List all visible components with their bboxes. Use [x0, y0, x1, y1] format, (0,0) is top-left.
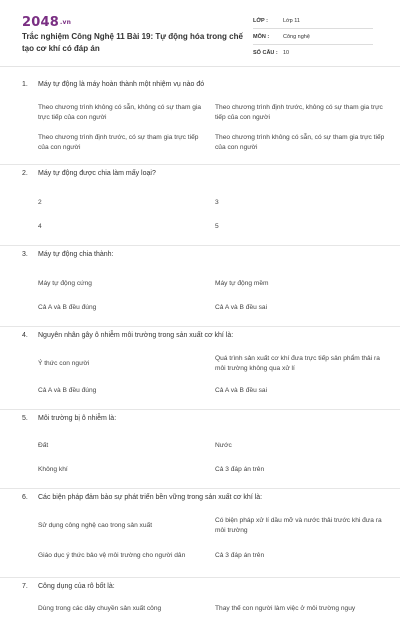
question-stem [22, 327, 386, 343]
answer-option-c[interactable]: Giáo dục ý thức bảo vệ môi trường cho người dân [38, 552, 186, 559]
meta-count-key: SỐ CÂU : [253, 49, 278, 56]
meta-subject-key: MÔN : [253, 33, 270, 40]
answer-option-a[interactable]: Máy tự động cứng [38, 280, 92, 287]
question-5 [22, 410, 386, 489]
question-3 [22, 246, 386, 327]
answer-options [38, 191, 386, 239]
question-number: 3. [22, 251, 28, 258]
answer-option-c[interactable]: Cả A và B đều đúng [38, 387, 97, 394]
answer-option-d[interactable]: Cả A và B đều sai [215, 387, 268, 394]
answer-option-c[interactable]: Không khí [38, 466, 68, 473]
answer-option-c[interactable]: Theo chương trình định trước, có sự tham gia trực tiếp của con người [38, 134, 199, 151]
question-text: Công dụng của rô bốt là: [38, 583, 115, 590]
question-number: 1. [22, 81, 28, 88]
answer-options [38, 98, 386, 158]
answer-options [38, 598, 386, 620]
meta-subject-row [253, 29, 373, 45]
meta-info [253, 13, 373, 60]
meta-subject-value: Công nghệ [283, 33, 310, 40]
answer-option-a[interactable]: 2 [38, 199, 42, 206]
answer-option-b[interactable]: Theo chương trình định trước, không có sự tham gia trực tiếp của con người [215, 104, 383, 121]
question-stem [22, 578, 386, 594]
question-text: Máy tự động là máy hoàn thành một nhiệm vụ nào đó [38, 81, 205, 88]
question-number: 4. [22, 332, 28, 339]
answer-options [38, 349, 386, 403]
meta-count-value: 10 [283, 49, 290, 56]
question-stem [22, 165, 386, 181]
question-6 [22, 489, 386, 578]
question-list [22, 76, 386, 620]
meta-count-row [253, 45, 373, 60]
question-text: Môi trường bị ô nhiễm là: [38, 415, 117, 422]
question-number: 6. [22, 494, 28, 501]
question-text: Nguyên nhân gây ô nhiễm môi trường trong sản xuất cơ khí là: [38, 332, 234, 339]
answer-option-c[interactable]: 4 [38, 223, 42, 230]
answer-option-d[interactable]: Cả A và B đều sai [215, 304, 268, 311]
question-1 [22, 76, 386, 165]
answer-option-b[interactable]: Máy tự động mềm [215, 280, 269, 287]
question-number: 7. [22, 583, 28, 590]
question-2 [22, 165, 386, 246]
answer-option-d[interactable]: 5 [215, 223, 219, 230]
question-stem [22, 410, 386, 426]
answer-options [38, 511, 386, 571]
answer-options [38, 272, 386, 320]
answer-option-d[interactable]: Cả 3 đáp án trên [215, 552, 265, 559]
question-stem [22, 76, 386, 92]
meta-class-value: Lớp 11 [283, 17, 300, 24]
answer-option-b[interactable]: Quá trình sản xuất cơ khí đưa trực tiếp sản phẩm thải ra môi trường không qua xử lí [215, 355, 380, 372]
question-text: Máy tự động được chia làm mấy loại? [38, 170, 156, 177]
answer-option-c[interactable]: Cả A và B đều đúng [38, 304, 97, 311]
answer-option-a[interactable]: Sử dụng công nghệ cao trong sản xuất [38, 522, 153, 529]
answer-option-d[interactable]: Cả 3 đáp án trên [215, 466, 265, 473]
question-text: Các biện pháp đảm bảo sự phát triển bền vững trong sản xuất cơ khí là: [38, 494, 263, 501]
answer-option-b[interactable]: Thay thế con người làm việc ở môi trường nguy [215, 605, 356, 612]
question-7 [22, 578, 386, 620]
answer-option-a[interactable]: Ý thức con người [38, 360, 90, 367]
logo-main: 2048 [22, 15, 59, 30]
question-number: 5. [22, 415, 28, 422]
question-text: Máy tự động chia thành: [38, 251, 114, 258]
question-4 [22, 327, 386, 410]
answer-options [38, 434, 386, 482]
question-number: 2. [22, 170, 28, 177]
question-stem [22, 246, 386, 262]
question-stem [22, 489, 386, 505]
answer-option-d[interactable]: Theo chương trình không có sẵn, có sự tham gia trực tiếp của con người [215, 134, 385, 151]
site-logo[interactable] [22, 15, 71, 30]
answer-option-b[interactable]: Có biện pháp xử lí dầu mỡ và nước thải trước khi đưa ra môi trường [215, 517, 382, 534]
answer-option-a[interactable]: Dùng trong các dây chuyền sản xuất công [38, 605, 162, 612]
answer-option-b[interactable]: Nước [215, 442, 232, 449]
page-title: Trắc nghiệm Công Nghệ 11 Bài 19: Tự động hóa trong chế tạo cơ khí có đáp án [22, 32, 243, 53]
answer-option-a[interactable]: Đất [38, 442, 49, 449]
meta-class-row [253, 13, 373, 29]
logo-suffix: .vn [59, 19, 72, 26]
meta-class-key: LỚP : [253, 17, 268, 24]
header-divider [0, 66, 400, 67]
answer-option-a[interactable]: Theo chương trình không có sẵn, không có sự tham gia trực tiếp của con người [38, 104, 202, 121]
answer-option-b[interactable]: 3 [215, 199, 219, 206]
